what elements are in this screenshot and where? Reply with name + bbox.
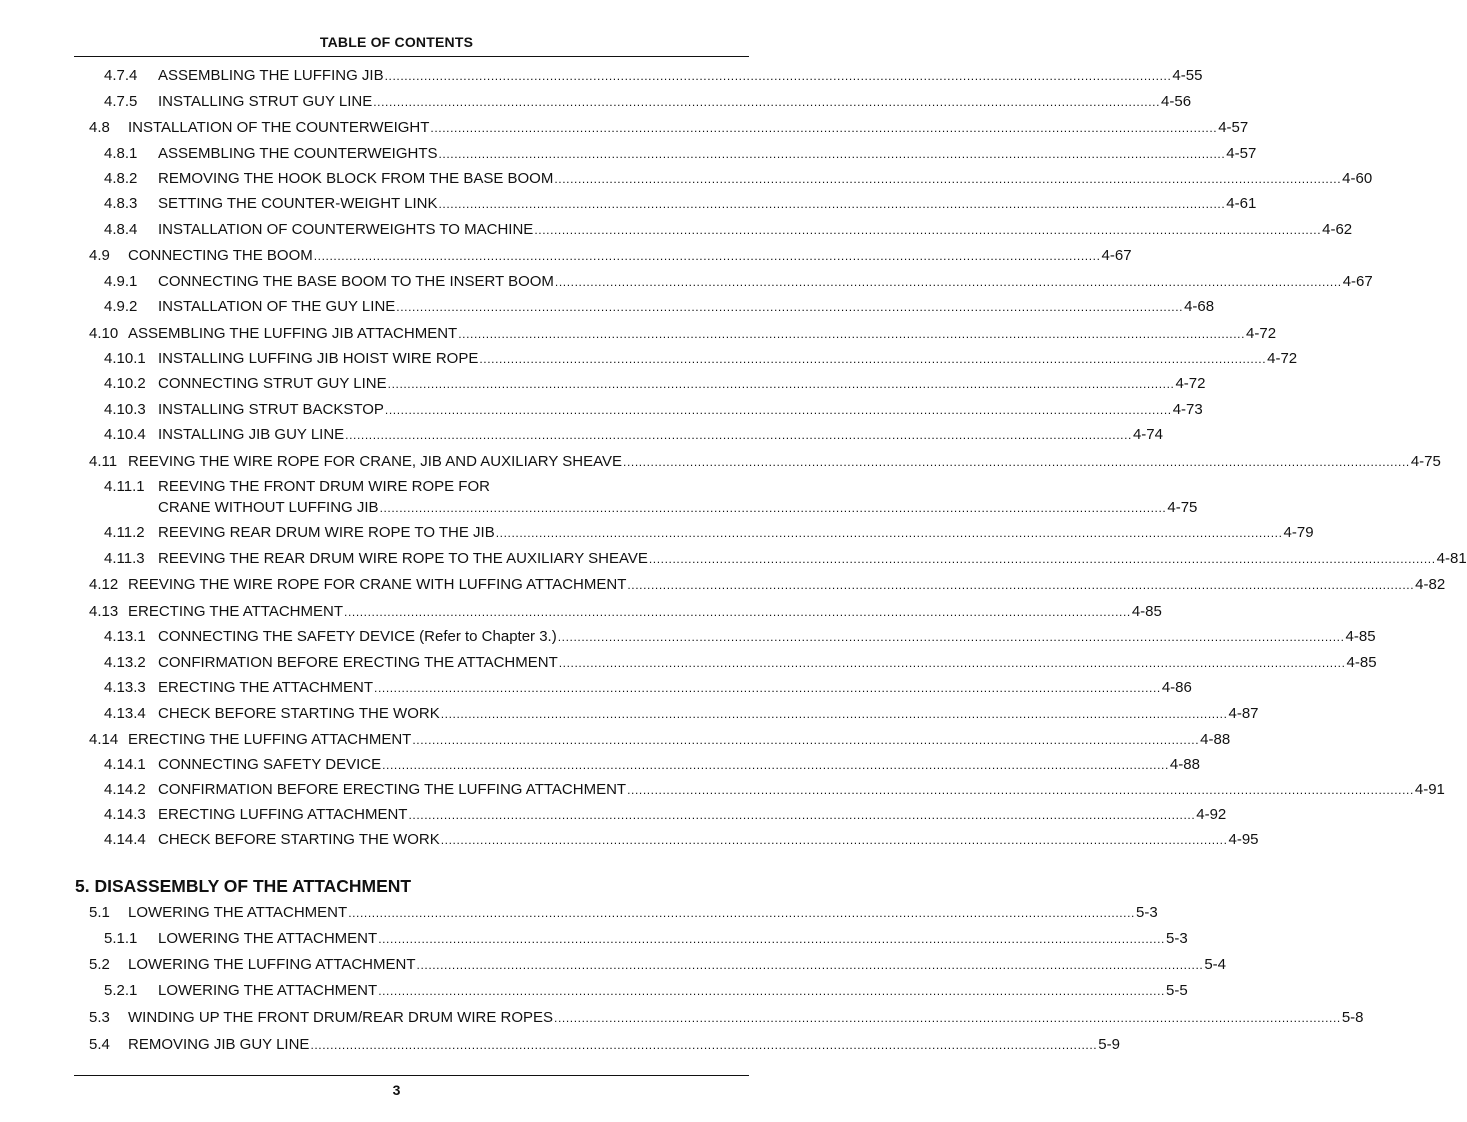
toc-entry-page: 4-75 <box>1167 499 1198 516</box>
header-rule <box>74 56 749 57</box>
dot-leader: ........................................................................................................................................................................................................ <box>374 681 1161 695</box>
chapter-heading: 5. DISASSEMBLY OF THE ATTACHMENT <box>75 876 412 896</box>
toc-entry-title: REMOVING JIB GUY LINE <box>128 1036 310 1053</box>
toc-entry-number: 4.7.4 <box>104 67 138 84</box>
toc-entry <box>104 654 1377 672</box>
toc-entry-number: 5.1.1 <box>104 930 138 947</box>
dot-leader: ........................................................................................................................................................................................................ <box>412 733 1200 747</box>
dot-leader: ........................................................................................................................................................................................................ <box>554 1011 1341 1025</box>
toc-entry <box>89 956 1226 974</box>
toc-entry <box>104 831 1259 849</box>
toc-entry <box>104 930 1188 948</box>
dot-leader: ........................................................................................................................................................................................................ <box>440 833 1228 847</box>
dot-leader: ........................................................................................................................................................................................................ <box>382 758 1169 772</box>
toc-entry <box>89 1009 1364 1027</box>
toc-entry <box>104 145 1257 163</box>
toc-entry-number: 4.14.2 <box>104 781 146 798</box>
toc-entry-number: 5.2.1 <box>104 982 138 999</box>
toc-entry-title: CHECK BEFORE STARTING THE WORK <box>158 705 440 722</box>
toc-entry-number: 4.11 <box>89 453 118 470</box>
dot-leader: ........................................................................................................................................................................................................ <box>495 526 1283 540</box>
dot-leader: ........................................................................................................................................................................................................ <box>554 172 1342 186</box>
dot-leader: ........................................................................................................................................................................................................ <box>384 69 1172 83</box>
dot-leader: ........................................................................................................................................................................................................ <box>344 605 1131 619</box>
toc-entry <box>89 119 1249 137</box>
toc-entry <box>104 350 1298 368</box>
dot-leader: ........................................................................................................................................................................................................ <box>379 501 1167 515</box>
dot-leader: ........................................................................................................................................................................................................ <box>387 377 1175 391</box>
toc-entry <box>104 195 1257 213</box>
toc-entry-title: REEVING THE FRONT DRUM WIRE ROPE FOR <box>158 478 490 495</box>
toc-entry-page: 4-74 <box>1132 426 1163 443</box>
toc-entry <box>104 221 1353 239</box>
toc-entry <box>104 524 1314 542</box>
dot-leader: ........................................................................................................................................................................................................ <box>416 958 1204 972</box>
toc-entry-title: CRANE WITHOUT LUFFING JIB <box>158 499 379 516</box>
toc-entry <box>89 453 1441 471</box>
toc-entry-title: LOWERING THE ATTACHMENT <box>158 982 378 999</box>
toc-entry-number: 4.11.3 <box>104 550 145 567</box>
toc-entry-page: 4-57 <box>1226 145 1257 162</box>
toc-entry-number: 4.13 <box>89 603 119 620</box>
dot-leader: ........................................................................................................................................................................................................ <box>458 327 1246 341</box>
toc-entry <box>104 781 1445 799</box>
toc-entry <box>104 375 1206 393</box>
toc-entry-title: ERECTING THE ATTACHMENT <box>158 679 374 696</box>
toc-entry-title: INSTALLING STRUT BACKSTOP <box>158 401 384 418</box>
toc-entry <box>104 93 1192 111</box>
toc-entry-page: 4-82 <box>1415 576 1446 593</box>
toc-entry-page: 4-67 <box>1342 273 1373 290</box>
toc-entry-title: CONNECTING SAFETY DEVICE <box>158 756 382 773</box>
toc-entry-number: 4.8.4 <box>104 221 138 238</box>
dot-leader: ........................................................................................................................................................................................................ <box>627 578 1415 592</box>
dot-leader: ........................................................................................................................................................................................................ <box>378 984 1165 998</box>
toc-entry-page: 4-55 <box>1172 67 1203 84</box>
dot-leader: ........................................................................................................................................................................................................ <box>373 95 1161 109</box>
toc-entry <box>89 576 1446 594</box>
toc-entry-number: 4.13.1 <box>104 628 146 645</box>
toc-entry <box>104 67 1203 85</box>
toc-entry-page: 4-72 <box>1267 350 1298 367</box>
toc-entry-page: 5-4 <box>1204 956 1226 973</box>
dot-leader: ........................................................................................................................................................................................................ <box>378 932 1165 946</box>
toc-entry-title: LOWERING THE ATTACHMENT <box>158 930 378 947</box>
toc-entry <box>104 705 1259 723</box>
toc-entry-page: 5-3 <box>1135 904 1158 921</box>
toc-entry-page: 4-95 <box>1228 831 1259 848</box>
toc-entry-title: ASSEMBLING THE LUFFING JIB ATTACHMENT <box>128 325 458 342</box>
toc-entry-number: 4.8.3 <box>104 195 138 212</box>
toc-entry-number: 4.11.2 <box>104 524 145 541</box>
toc-entry-title: CHECK BEFORE STARTING THE WORK <box>158 831 440 848</box>
toc-entry-page: 4-61 <box>1226 195 1257 212</box>
dot-leader: ........................................................................................................................................................................................................ <box>310 1038 1098 1052</box>
toc-entry-title: ERECTING LUFFING ATTACHMENT <box>158 806 408 823</box>
toc-entry-page: 4-86 <box>1161 679 1192 696</box>
toc-entry <box>104 756 1200 774</box>
toc-entry-title: REEVING THE REAR DRUM WIRE ROPE TO THE AUXILIARY SHEAVE <box>158 550 648 567</box>
dot-leader: ........................................................................................................................................................................................................ <box>623 455 1410 469</box>
toc-entry-number: 4.14.4 <box>104 831 146 848</box>
toc-entry-page: 4-57 <box>1218 119 1249 136</box>
toc-entry <box>89 1036 1120 1054</box>
toc-entry-title: REEVING THE WIRE ROPE FOR CRANE, JIB AND AUXILIARY SHEAVE <box>128 453 623 470</box>
toc-entry-page: 4-79 <box>1283 524 1314 541</box>
toc-entry <box>104 426 1163 444</box>
dot-leader: ........................................................................................................................................................................................................ <box>479 352 1267 366</box>
toc-entry-number: 4.10.3 <box>104 401 146 418</box>
toc-entry-title: REMOVING THE HOOK BLOCK FROM THE BASE BOOM <box>158 170 554 187</box>
toc-entry-number: 5.4 <box>89 1036 110 1053</box>
toc-entry-page: 4-81 <box>1436 550 1467 567</box>
toc-entry-number: 4.8.1 <box>104 145 138 162</box>
toc-entry-number: 4.9.2 <box>104 298 138 315</box>
toc-entry-page: 4-92 <box>1196 806 1227 823</box>
toc-entry-title: LOWERING THE ATTACHMENT <box>128 904 348 921</box>
toc-entry-title: CONNECTING THE SAFETY DEVICE (Refer to Chapter 3.) <box>158 628 557 645</box>
toc-entry <box>104 401 1203 419</box>
page-number: 3 <box>392 1082 401 1098</box>
toc-entry-title: INSTALLING JIB GUY LINE <box>158 426 345 443</box>
toc-entry-number: 4.9 <box>89 247 110 264</box>
dot-leader: ........................................................................................................................................................................................................ <box>558 656 1346 670</box>
dot-leader: ........................................................................................................................................................................................................ <box>345 428 1132 442</box>
toc-entry-number: 4.13.4 <box>104 705 146 722</box>
toc-entry-title: INSTALLATION OF COUNTERWEIGHTS TO MACHINE <box>158 221 534 238</box>
dot-leader: ........................................................................................................................................................................................................ <box>438 197 1226 211</box>
toc-entry <box>104 982 1188 1000</box>
toc-entry <box>104 550 1467 568</box>
toc-entry-number: 4.14.3 <box>104 806 146 823</box>
toc-entry-page: 5-8 <box>1341 1009 1364 1026</box>
dot-leader: ........................................................................................................................................................................................................ <box>408 808 1196 822</box>
toc-entry-title: ERECTING THE ATTACHMENT <box>128 603 344 620</box>
toc-entry-title: REEVING THE WIRE ROPE FOR CRANE WITH LUFFING ATTACHMENT <box>128 576 627 593</box>
toc-entry-number: 4.14.1 <box>104 756 146 773</box>
toc-entry-title: ERECTING THE LUFFING ATTACHMENT <box>128 731 412 748</box>
toc-entry-page: 4-85 <box>1131 603 1162 620</box>
toc-entry-number: 4.9.1 <box>104 273 138 290</box>
dot-leader: ........................................................................................................................................................................................................ <box>627 783 1414 797</box>
toc-entry-page: 4-62 <box>1322 221 1353 238</box>
page-header-title: TABLE OF CONTENTS <box>319 34 474 50</box>
toc-entry <box>89 247 1132 265</box>
toc-entry-number: 4.10.1 <box>104 350 146 367</box>
toc-entry-number: 4.8 <box>89 119 110 136</box>
toc-entry-number: 4.11.1 <box>104 478 145 495</box>
dot-leader: ........................................................................................................................................................................................................ <box>557 630 1345 644</box>
dot-leader: ........................................................................................................................................................................................................ <box>396 300 1184 314</box>
toc-entry-page: 4-88 <box>1200 731 1231 748</box>
toc-entry <box>104 273 1373 291</box>
toc-entry-title: REEVING REAR DRUM WIRE ROPE TO THE JIB <box>158 524 495 541</box>
toc-entry-page: 5-5 <box>1165 982 1188 999</box>
toc-entry-number: 4.13.3 <box>104 679 146 696</box>
toc-entry-title: SETTING THE COUNTER-WEIGHT LINK <box>158 195 438 212</box>
dot-leader: ........................................................................................................................................................................................................ <box>430 121 1218 135</box>
toc-entry-title: WINDING UP THE FRONT DRUM/REAR DRUM WIRE ROPES <box>128 1009 554 1026</box>
toc-entry-number: 4.14 <box>89 731 119 748</box>
toc-entry-title: ASSEMBLING THE LUFFING JIB <box>158 67 384 84</box>
toc-entry-number: 4.10 <box>89 325 119 342</box>
toc-entry <box>89 325 1277 343</box>
toc-entry-page: 4-67 <box>1101 247 1132 264</box>
toc-entry-title: INSTALLING STRUT GUY LINE <box>158 93 373 110</box>
toc-entry-number: 5.1 <box>89 904 110 921</box>
toc-entry-page: 4-85 <box>1346 654 1377 671</box>
toc-entry-page: 4-87 <box>1228 705 1259 722</box>
dot-leader: ........................................................................................................................................................................................................ <box>554 275 1342 289</box>
toc-entry-number: 4.13.2 <box>104 654 146 671</box>
toc-entry-continuation <box>158 499 1198 517</box>
toc-entry-page: 4-75 <box>1410 453 1441 470</box>
toc-entry-number: 4.8.2 <box>104 170 138 187</box>
toc-entry <box>104 170 1373 188</box>
toc-entry-number: 5.3 <box>89 1009 110 1026</box>
toc-entry <box>104 628 1376 646</box>
dot-leader: ........................................................................................................................................................................................................ <box>438 147 1226 161</box>
toc-entry-number: 4.12 <box>89 576 119 593</box>
toc-entry-title: CONFIRMATION BEFORE ERECTING THE ATTACHMENT <box>158 654 558 671</box>
toc-entry-title: CONNECTING THE BASE BOOM TO THE INSERT BOOM <box>158 273 554 290</box>
toc-entry-number: 4.7.5 <box>104 93 138 110</box>
toc-entry-number: 4.10.2 <box>104 375 146 392</box>
toc-entry-page: 4-88 <box>1169 756 1200 773</box>
toc-entry-page: 4-68 <box>1184 298 1215 315</box>
toc-entry-title: LOWERING THE LUFFING ATTACHMENT <box>128 956 416 973</box>
dot-leader: ........................................................................................................................................................................................................ <box>384 403 1172 417</box>
dot-leader: ........................................................................................................................................................................................................ <box>440 707 1228 721</box>
toc-entry-title: INSTALLATION OF THE GUY LINE <box>158 298 396 315</box>
dot-leader: ........................................................................................................................................................................................................ <box>534 223 1322 237</box>
toc-entry-page: 4-73 <box>1172 401 1203 418</box>
toc-entry-page: 5-9 <box>1098 1036 1120 1053</box>
footer-rule <box>74 1075 749 1076</box>
toc-entry <box>89 603 1162 621</box>
toc-entry-title: CONNECTING STRUT GUY LINE <box>158 375 387 392</box>
toc-entry-first-line <box>104 478 490 496</box>
toc-entry-page: 5-3 <box>1165 930 1188 947</box>
toc-entry-title: CONFIRMATION BEFORE ERECTING THE LUFFING ATTACHMENT <box>158 781 627 798</box>
dot-leader: ........................................................................................................................................................................................................ <box>348 906 1135 920</box>
toc-entry <box>89 731 1231 749</box>
toc-entry-title: CONNECTING THE BOOM <box>128 247 313 264</box>
toc-entry <box>104 806 1227 824</box>
toc-entry-number: 5.2 <box>89 956 110 973</box>
dot-leader: ........................................................................................................................................................................................................ <box>648 552 1436 566</box>
toc-entry-page: 4-60 <box>1342 170 1373 187</box>
toc-entry-number: 4.10.4 <box>104 426 146 443</box>
toc-entry-page: 4-72 <box>1246 325 1277 342</box>
toc-entry-page: 4-85 <box>1345 628 1376 645</box>
toc-entry <box>104 298 1215 316</box>
toc-entry-title: ASSEMBLING THE COUNTERWEIGHTS <box>158 145 438 162</box>
toc-entry-page: 4-91 <box>1414 781 1445 798</box>
toc-entry-page: 4-72 <box>1175 375 1206 392</box>
toc-entry <box>89 904 1158 922</box>
toc-entry <box>104 679 1192 697</box>
toc-entry-title: INSTALLATION OF THE COUNTERWEIGHT <box>128 119 430 136</box>
dot-leader: ........................................................................................................................................................................................................ <box>313 249 1101 263</box>
toc-entry-page: 4-56 <box>1161 93 1192 110</box>
toc-entry-title: INSTALLING LUFFING JIB HOIST WIRE ROPE <box>158 350 479 367</box>
